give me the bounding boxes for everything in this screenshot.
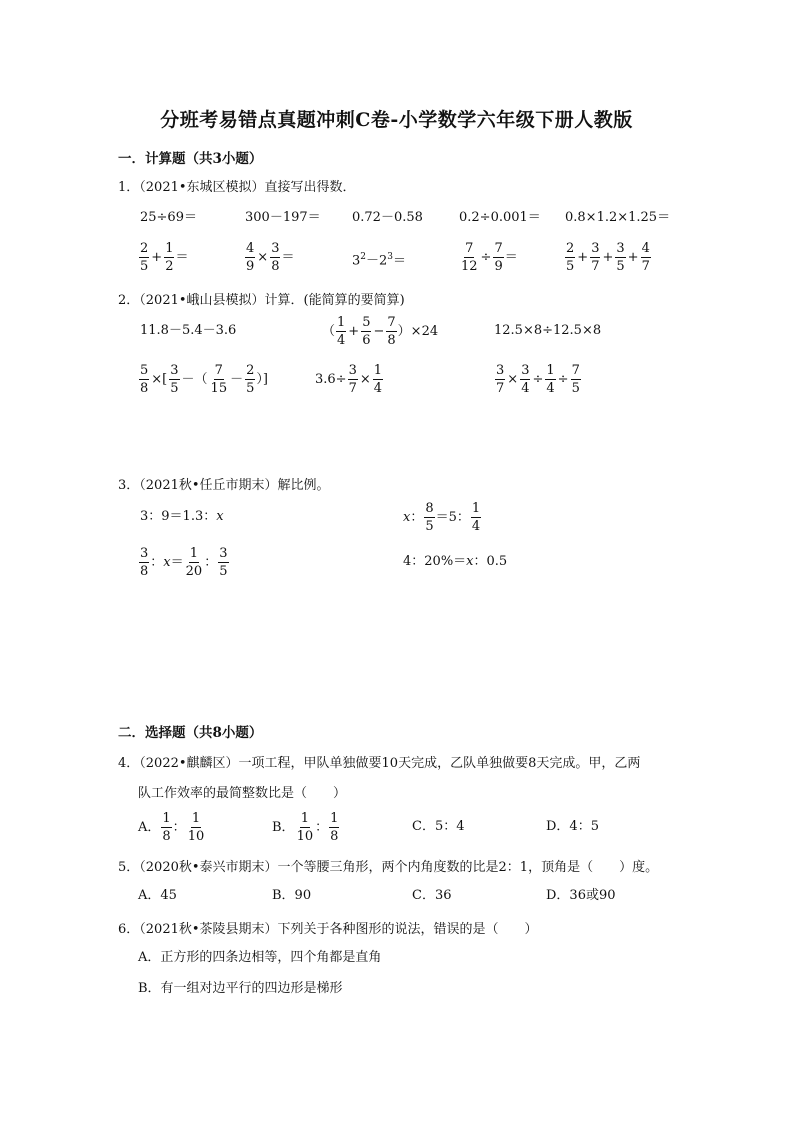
- q3-item-4: 4：20%＝x：0.5: [403, 554, 508, 569]
- q1-item-5: 0.8×1.2×1.25＝: [565, 210, 671, 225]
- fraction: $\frac{1}{4}$: [373, 363, 383, 396]
- q4-option-c: C．5：4: [412, 819, 465, 834]
- fraction: $\frac{4}{9}$: [246, 241, 255, 274]
- q4-option-d: D．4：5: [546, 819, 599, 834]
- page-title: 分班考易错点真题冲刺C卷-小学数学六年级下册人教版: [160, 109, 633, 131]
- fraction: $\frac{2}{5}$: [246, 363, 255, 396]
- fraction: $\frac{3}{8}$: [140, 546, 149, 579]
- question-6-stem: 6．（2021秋•茶陵县期末）下列关于各种图形的说法，错误的是（ ）: [118, 922, 538, 937]
- fraction: $\frac{4}{7}$: [641, 241, 650, 274]
- fraction: $\frac{1}{8}$: [330, 811, 339, 844]
- q1-item-1: 25÷69＝: [140, 210, 197, 225]
- q1-item-8: $3^2-2^3=$: [352, 252, 407, 269]
- fraction: $\frac{3}{5}$: [170, 363, 179, 396]
- q1-item-4: 0.2÷0.001＝: [459, 210, 541, 225]
- q4-option-b: B． $\frac{1}{10}$ ： $\frac{1}{8}$: [272, 811, 339, 844]
- fraction: $\frac{3}{5}$: [616, 241, 625, 274]
- fraction: $\frac{1}{4}$: [337, 315, 346, 348]
- fraction: $\frac{1}{20}$: [185, 546, 203, 579]
- fraction: $\frac{1}{10}$: [187, 811, 205, 844]
- fraction: $\frac{7}{5}$: [571, 363, 580, 396]
- fraction: $\frac{3}{5}$: [219, 546, 228, 579]
- q5-option-d: D．36或90: [546, 888, 616, 903]
- question-3-stem: 3．（2021秋•任丘市期末）解比例。: [118, 478, 330, 493]
- q5-option-c: C．36: [412, 888, 452, 903]
- question-5-stem: 5．（2020秋•泰兴市期末）一个等腰三角形，两个内角度数的比是2：1，顶角是（ ）度。: [118, 860, 659, 875]
- fraction: $\frac{5}{8}$: [140, 363, 149, 396]
- q4-option-a: A． $\frac{1}{8}$ ： $\frac{1}{10}$: [138, 811, 205, 844]
- q2-item-5: 3.6÷ $\frac{3}{7}$ × $\frac{1}{4}$: [315, 363, 383, 396]
- fraction: $\frac{2}{5}$: [566, 241, 575, 274]
- fraction: $\frac{7}{15}$: [210, 363, 228, 396]
- fraction: $\frac{3}{7}$: [496, 363, 505, 396]
- section-heading-choice: 二．选择题（共8小题）: [118, 725, 263, 741]
- q1-item-6: $\frac{2}{5}$ + $\frac{1}{2}$ ＝: [140, 241, 189, 274]
- fraction: $\frac{1}{4}$: [546, 363, 555, 396]
- q2-item-2: （ $\frac{1}{4}$ + $\frac{5}{6}$ − $\frac{7}{8}$ ）×24: [322, 315, 439, 348]
- q2-item-1: 11.8－5.4－3.6: [140, 323, 237, 338]
- question-1-stem: 1．（2021•东城区模拟）直接写出得数．: [118, 180, 356, 195]
- fraction: $\frac{1}{4}$: [471, 501, 481, 534]
- fraction: $\frac{2}{5}$: [140, 241, 149, 274]
- fraction: $\frac{3}{7}$: [591, 241, 600, 274]
- question-2-stem: 2．（2021•峨山县模拟）计算．(能简算的要简算): [118, 293, 405, 308]
- q3-item-1: 3：9＝1.3：x: [140, 509, 224, 524]
- q2-item-4: $\frac{5}{8}$ ×[ $\frac{3}{5}$ －（ $\frac{7}{15}$ － $\frac{2}{5}$ ）]: [140, 363, 268, 396]
- q1-item-2: 300－197＝: [245, 210, 321, 225]
- q3-item-3: $\frac{3}{8}$ ：x＝ $\frac{1}{20}$ ： $\frac{3}{5}$: [140, 546, 228, 579]
- question-4-line-2: 队工作效率的最简整数比是（ ）: [138, 786, 347, 801]
- q6-option-a: A．正方形的四条边相等，四个角都是直角: [138, 950, 382, 965]
- q5-option-b: B．90: [272, 888, 312, 903]
- q3-item-2: x： $\frac{8}{5}$ ＝5： $\frac{1}{4}$: [403, 501, 481, 534]
- fraction: $\frac{1}{10}$: [296, 811, 314, 844]
- q5-option-a: A．45: [138, 888, 177, 903]
- q1-item-3: 0.72－0.58: [352, 210, 423, 225]
- q2-item-6: $\frac{3}{7}$ × $\frac{3}{4}$ ÷ $\frac{1}{4}$ ÷ $\frac{7}{5}$: [496, 363, 580, 396]
- q1-item-10: $\frac{2}{5}$ + $\frac{3}{7}$ + $\frac{3}{5}$ + $\frac{4}{7}$: [566, 241, 650, 274]
- fraction: $\frac{1}{2}$: [165, 241, 174, 274]
- section-heading-calc: 一．计算题（共3小题）: [118, 151, 263, 167]
- q1-item-7: $\frac{4}{9}$ × $\frac{3}{8}$ ＝: [246, 241, 295, 274]
- fraction: $\frac{1}{8}$: [162, 811, 171, 844]
- q2-item-3: 12.5×8÷12.5×8: [494, 323, 602, 338]
- fraction: $\frac{7}{9}$: [494, 241, 503, 274]
- fraction: $\frac{7}{8}$: [387, 315, 396, 348]
- q6-option-b: B．有一组对边平行的四边形是梯形: [138, 981, 343, 996]
- q1-item-9: $\frac{7}{12}$ ÷ $\frac{7}{9}$ ＝: [461, 241, 518, 274]
- fraction: $\frac{3}{4}$: [521, 363, 530, 396]
- question-4-line-1: 4．（2022•麒麟区）一项工程，甲队单独做要10天完成，乙队单独做要8天完成。甲，乙两: [118, 756, 641, 771]
- fraction: $\frac{3}{8}$: [271, 241, 280, 274]
- fraction: $\frac{7}{12}$: [461, 241, 478, 274]
- fraction: $\frac{8}{5}$: [425, 501, 434, 534]
- fraction: $\frac{5}{6}$: [362, 315, 371, 348]
- fraction: $\frac{3}{7}$: [348, 363, 357, 396]
